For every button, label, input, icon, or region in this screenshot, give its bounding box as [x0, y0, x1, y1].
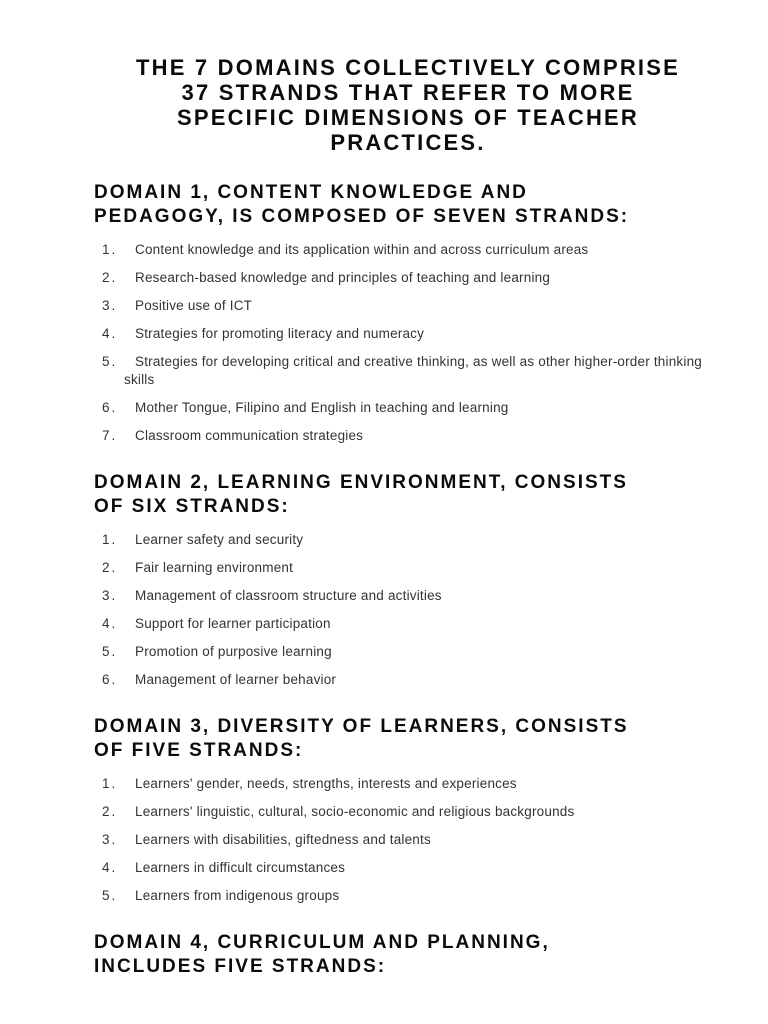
- item-number: 5.: [102, 644, 118, 659]
- item-text: Learners with disabilities, giftedness and talents: [135, 832, 431, 847]
- document-title-line: PRACTICES.: [330, 130, 486, 155]
- strand-item: [94, 399, 722, 417]
- strand-item: [94, 831, 722, 849]
- domain-heading-line: DOMAIN 3, DIVERSITY OF LEARNERS, CONSISTS: [94, 716, 629, 737]
- item-number: 6.: [102, 672, 118, 687]
- item-text: Learners from indigenous groups: [135, 888, 340, 903]
- domain-heading-line: DOMAIN 1, CONTENT KNOWLEDGE AND: [94, 182, 528, 203]
- document-title-line: SPECIFIC DIMENSIONS OF TEACHER: [176, 105, 640, 130]
- item-number: 4.: [102, 326, 118, 341]
- item-text: Management of learner behavior: [135, 672, 337, 687]
- strand-item: [94, 325, 722, 343]
- item-text: Content knowledge and its application within and across curriculum areas: [135, 242, 589, 257]
- item-text: Fair learning environment: [135, 560, 294, 575]
- domain-heading-line: DOMAIN 2, LEARNING ENVIRONMENT, CONSISTS: [94, 472, 628, 493]
- item-number: 7.: [102, 428, 118, 443]
- item-text: Promotion of purposive learning: [135, 644, 332, 659]
- strand-item: [94, 297, 722, 315]
- document-title-line: 37 STRANDS THAT REFER TO MORE: [181, 80, 635, 105]
- item-text: Strategies for promoting literacy and numeracy: [135, 326, 425, 341]
- item-text: Learners' linguistic, cultural, socio-economic and religious backgrounds: [135, 804, 575, 819]
- item-number: 3.: [102, 588, 118, 603]
- item-text: Research-based knowledge and principles of teaching and learning: [135, 270, 551, 285]
- item-number: 2.: [102, 560, 118, 575]
- domain-heading-line: DOMAIN 4, CURRICULUM AND PLANNING,: [94, 932, 550, 953]
- item-number: 2.: [102, 270, 118, 285]
- domain-section: [94, 931, 722, 979]
- domain-section: [94, 471, 722, 689]
- document-title: [94, 55, 722, 155]
- strand-item: [94, 887, 722, 905]
- item-text: Learners' gender, needs, strengths, interests and experiences: [135, 776, 517, 791]
- strand-item: [94, 643, 722, 661]
- item-number: 5.: [102, 354, 118, 369]
- strand-list: [94, 241, 722, 445]
- strand-item: [94, 353, 722, 389]
- item-text: Classroom communication strategies: [135, 428, 364, 443]
- strand-item: [94, 671, 722, 689]
- domain-heading-line: INCLUDES FIVE STRANDS:: [94, 956, 387, 977]
- item-number: 5.: [102, 888, 118, 903]
- strand-item: [94, 531, 722, 549]
- strand-item: [94, 859, 722, 877]
- strand-item: [94, 559, 722, 577]
- domain-heading: [94, 471, 722, 519]
- item-number: 4.: [102, 860, 118, 875]
- domain-heading: [94, 715, 722, 763]
- domain-heading: [94, 931, 722, 979]
- item-text: Learner safety and security: [135, 532, 304, 547]
- item-text: Management of classroom structure and activities: [135, 588, 442, 603]
- strand-item: [94, 615, 722, 633]
- strand-item: [94, 803, 722, 821]
- strand-list: [94, 775, 722, 905]
- item-number: 6.: [102, 400, 118, 415]
- item-text: Strategies for developing critical and creative thinking, as well as other higher-order thinking skills: [124, 354, 702, 387]
- item-number: 1.: [102, 776, 118, 791]
- domain-heading: [94, 181, 722, 229]
- domain-heading-line: OF FIVE STRANDS:: [94, 740, 304, 761]
- item-text: Positive use of ICT: [135, 298, 253, 313]
- strand-item: [94, 241, 722, 259]
- strand-item: [94, 775, 722, 793]
- item-number: 1.: [102, 242, 118, 257]
- domain-section: [94, 715, 722, 905]
- item-text: Support for learner participation: [135, 616, 331, 631]
- item-number: 4.: [102, 616, 118, 631]
- domain-heading-line: OF SIX STRANDS:: [94, 496, 290, 517]
- item-number: 2.: [102, 804, 118, 819]
- domain-section: [94, 181, 722, 445]
- strand-item: [94, 587, 722, 605]
- item-number: 3.: [102, 298, 118, 313]
- item-number: 3.: [102, 832, 118, 847]
- strand-list: [94, 531, 722, 689]
- strand-item: [94, 427, 722, 445]
- document-body: [94, 181, 722, 979]
- document-title-line: THE 7 DOMAINS COLLECTIVELY COMPRISE: [136, 55, 680, 80]
- domain-heading-line: PEDAGOGY, IS COMPOSED OF SEVEN STRANDS:: [94, 206, 630, 227]
- item-number: 1.: [102, 532, 118, 547]
- item-text: Mother Tongue, Filipino and English in teaching and learning: [135, 400, 509, 415]
- strand-item: [94, 269, 722, 287]
- item-text: Learners in difficult circumstances: [135, 860, 346, 875]
